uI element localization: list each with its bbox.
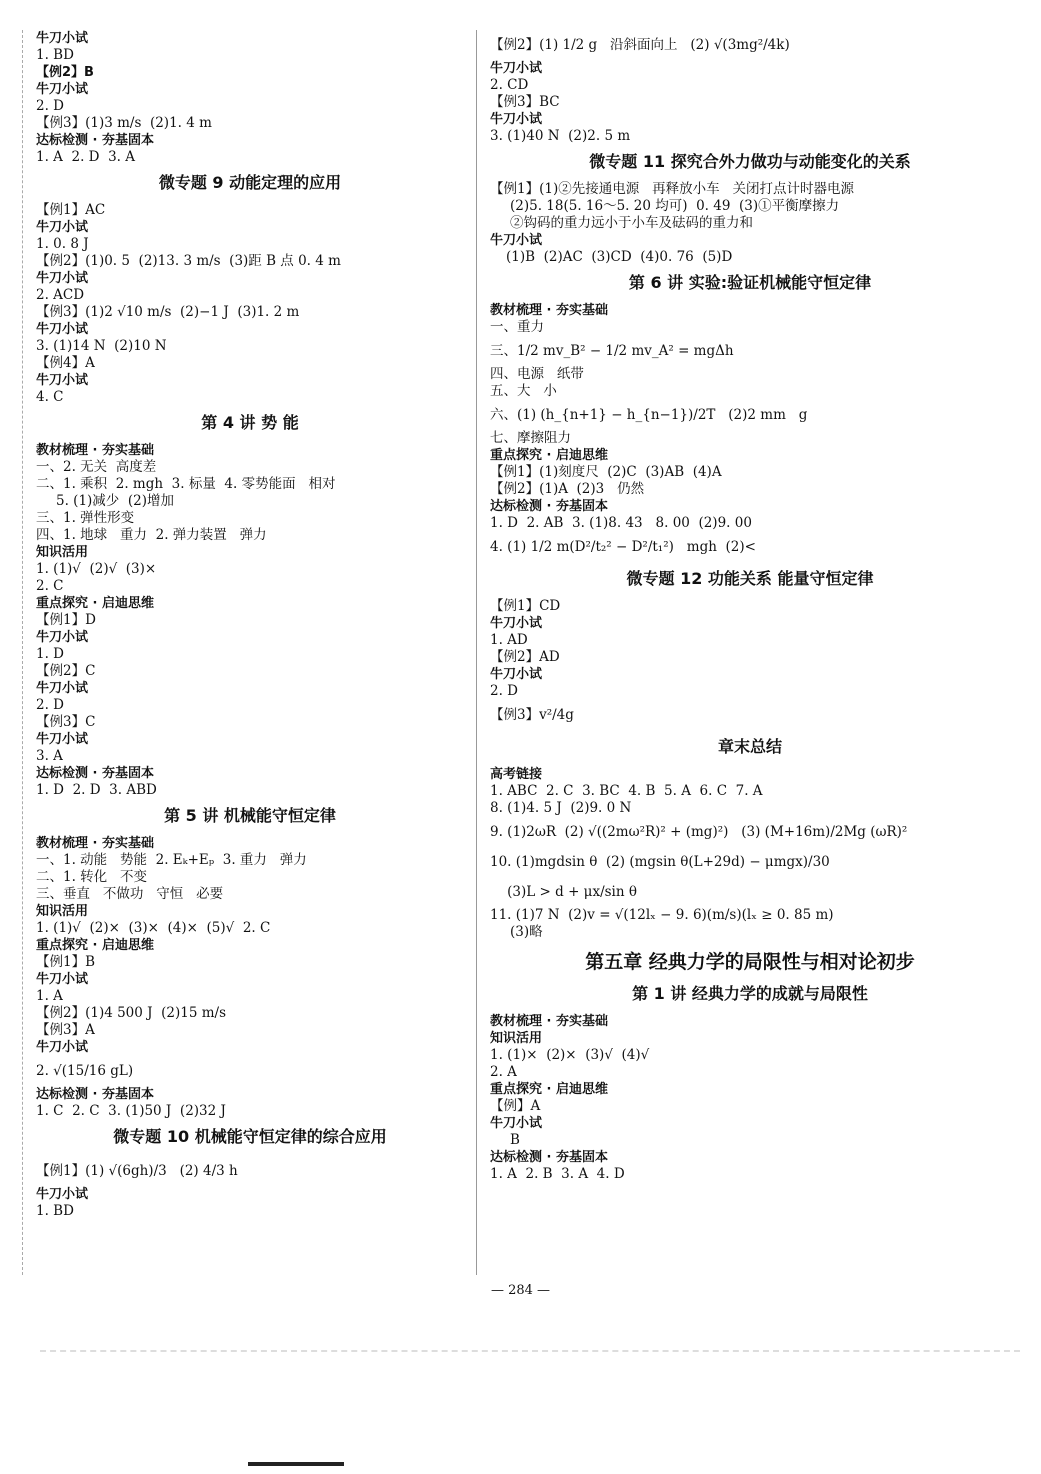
subsection-label: 牛刀小试 — [36, 630, 89, 645]
subsection-label: 牛刀小试 — [36, 373, 89, 388]
section-title: 第 4 讲 势 能 — [201, 413, 299, 432]
answer-line: 七、摩擦阻力 — [490, 430, 571, 446]
answer-line: 3. (1)40 N (2)2. 5 m — [490, 128, 631, 144]
scan-artifact-bar — [248, 1462, 344, 1466]
page-number: — 284 — — [490, 1283, 551, 1298]
subsection-label: 达标检测 · 夯基固本 — [490, 1150, 608, 1165]
subsection-label: 达标检测 · 夯基固本 — [36, 133, 154, 148]
subsection-label: 牛刀小试 — [490, 667, 543, 682]
subsection-label: 知识活用 — [36, 545, 89, 560]
answer-line: 1. BD — [36, 47, 74, 63]
answer-line: 【例4】A — [36, 355, 95, 371]
chapter-title: 第五章 经典力学的局限性与相对论初步 — [585, 951, 915, 973]
subsection-label: 牛刀小试 — [36, 1187, 89, 1202]
answer-line: 1. A — [36, 988, 63, 1004]
answer-line: 【例2】(1)A (2)3 仍然 — [490, 481, 645, 497]
subsection-label: 牛刀小试 — [36, 82, 89, 97]
column-divider — [476, 30, 477, 1275]
section-title: 微专题 9 动能定理的应用 — [158, 173, 342, 192]
answer-line: 一、1. 动能 势能 2. Eₖ+Eₚ 3. 重力 弹力 — [36, 852, 307, 868]
answer-line: 1. AD — [490, 632, 528, 648]
answer-line: 三、垂直 不做功 守恒 必要 — [36, 886, 224, 902]
left-column — [36, 30, 464, 1220]
answer-line: B — [510, 1132, 520, 1148]
answer-line: 【例1】AC — [36, 202, 106, 218]
subsection-label: 【例2】B — [36, 65, 94, 80]
answer-line: 1. (1)√ (2)√ (3)× — [36, 561, 157, 577]
answer-line: 【例3】(1)3 m/s (2)1. 4 m — [36, 115, 212, 131]
subsection-label: 达标检测 · 夯基固本 — [36, 1087, 154, 1102]
subsection-label: 重点探究 · 启迪思维 — [36, 938, 154, 953]
answer-line: 2. A — [490, 1064, 517, 1080]
section-title: 第 1 讲 经典力学的成就与局限性 — [632, 984, 868, 1003]
section-title: 微专题 11 探究合外力做功与动能变化的关系 — [589, 152, 911, 171]
answer-line: 1. D — [36, 646, 64, 662]
subsection-label: 牛刀小试 — [36, 220, 89, 235]
left-margin-rule — [22, 30, 23, 1275]
subsection-label: 牛刀小试 — [36, 972, 89, 987]
subsection-label: 高考链接 — [490, 767, 543, 782]
subsection-label: 教材梳理 · 夯实基础 — [36, 836, 154, 851]
answer-line: 一、重力 — [490, 319, 544, 335]
answer-line: 9. (1)2ωR (2) √((2mω²R)² + (mg)²) (3) (M+16m)/2Mg (ωR)² — [490, 824, 908, 840]
answer-line: 5. (1)减少 (2)增加 — [56, 493, 174, 509]
answer-line: 1. D 2. D 3. ABD — [36, 782, 157, 798]
section-title: 章末总结 — [717, 737, 782, 756]
answer-line: 2. CD — [490, 77, 529, 93]
answer-line: 【例1】CD — [490, 598, 561, 614]
subsection-label: 重点探究 · 启迪思维 — [490, 448, 608, 463]
subsection-label: 知识活用 — [36, 904, 89, 919]
answer-line: 【例2】AD — [490, 649, 560, 665]
answer-line: 【例2】(1)0. 5 (2)13. 3 m/s (3)距 B 点 0. 4 m — [36, 253, 341, 269]
subsection-label: 牛刀小试 — [36, 681, 89, 696]
answer-line: 【例1】(1)刻度尺 (2)C (3)AB (4)A — [490, 464, 722, 480]
subsection-label: 牛刀小试 — [490, 61, 543, 76]
answer-line: 2. √(15/16 gL) — [36, 1063, 134, 1079]
answer-line: 【例2】C — [36, 663, 96, 679]
subsection-label: 牛刀小试 — [36, 31, 89, 46]
subsection-label: 教材梳理 · 夯实基础 — [490, 303, 608, 318]
subsection-label: 教材梳理 · 夯实基础 — [36, 443, 154, 458]
answer-line: ②钩码的重力远小于小车及砝码的重力和 — [510, 215, 753, 231]
section-title: 第 5 讲 机械能守恒定律 — [164, 806, 336, 825]
answer-line: 2. D — [36, 697, 64, 713]
answer-line: 【例3】C — [36, 714, 96, 730]
answer-line: 2. D — [36, 98, 64, 114]
answer-line: 三、1. 弹性形变 — [36, 510, 135, 526]
answer-line: 四、电源 纸带 — [490, 366, 584, 382]
answer-line: (3)略 — [510, 924, 543, 940]
answer-line: 【例2】(1)4 500 J (2)15 m/s — [36, 1005, 227, 1021]
subsection-label: 牛刀小试 — [36, 322, 89, 337]
answer-line: 3. (1)14 N (2)10 N — [36, 338, 167, 354]
subsection-label: 达标检测 · 夯基固本 — [490, 499, 608, 514]
answer-line: 【例1】B — [36, 954, 96, 970]
answer-line: (2)5. 18(5. 16～5. 20 均可) 0. 49 (3)①平衡摩擦力 — [510, 198, 840, 214]
answer-line: (1)B (2)AC (3)CD (4)0. 76 (5)D — [506, 249, 733, 265]
answer-line: 二、1. 转化 不变 — [36, 869, 148, 885]
section-title: 第 6 讲 实验:验证机械能守恒定律 — [628, 273, 872, 292]
answer-line: 【例3】BC — [490, 94, 560, 110]
subsection-label: 牛刀小试 — [490, 616, 543, 631]
subsection-label: 牛刀小试 — [490, 112, 543, 127]
answer-line: 1. 0. 8 J — [36, 236, 89, 252]
answer-line: 3. A — [36, 748, 63, 764]
answer-line: 【例1】D — [36, 612, 96, 628]
subsection-label: 达标检测 · 夯基固本 — [36, 766, 154, 781]
subsection-label: 牛刀小试 — [490, 233, 543, 248]
answer-line: 【例】A — [490, 1098, 541, 1114]
answer-line: 【例3】(1)2 √10 m/s (2)−1 J (3)1. 2 m — [36, 304, 300, 320]
answer-line: 1. A 2. D 3. A — [36, 149, 136, 165]
subsection-label: 牛刀小试 — [490, 1116, 543, 1131]
answer-line: 【例3】A — [36, 1022, 95, 1038]
answer-line: 8. (1)4. 5 J (2)9. 0 N — [490, 800, 632, 816]
subsection-label: 重点探究 · 启迪思维 — [490, 1082, 608, 1097]
answer-line: 三、1/2 mv_B² − 1/2 mv_A² = mgΔh — [490, 343, 734, 359]
answer-line: 1. D 2. AB 3. (1)8. 43 8. 00 (2)9. 00 — [490, 515, 752, 531]
subsection-label: 重点探究 · 启迪思维 — [36, 596, 154, 611]
answer-line: 1. (1)√ (2)× (3)× (4)× (5)√ 2. C — [36, 920, 271, 936]
answer-line: 1. A 2. B 3. A 4. D — [490, 1166, 625, 1182]
answer-line: 1. C 2. C 3. (1)50 J (2)32 J — [36, 1103, 226, 1119]
answer-line: 2. D — [490, 683, 518, 699]
scan-artifact-dashes — [40, 1350, 1020, 1352]
answer-line: 【例2】(1) 1/2 g 沿斜面向上 (2) √(3mg²/4k) — [490, 37, 790, 53]
answer-line: 2. ACD — [36, 287, 85, 303]
answer-line: 四、1. 地球 重力 2. 弹力装置 弹力 — [36, 527, 267, 543]
answer-line: 1. ABC 2. C 3. BC 4. B 5. A 6. C 7. A — [490, 783, 763, 799]
answer-line: 【例1】(1) √(6gh)/3 (2) 4/3 h — [36, 1163, 238, 1179]
answer-line: 4. C — [36, 389, 64, 405]
answer-line: (3)L > d + μx/sin θ — [490, 884, 637, 900]
answer-line: 1. (1)× (2)× (3)√ (4)√ — [490, 1047, 650, 1063]
answer-line: 一、2. 无关 高度差 — [36, 459, 157, 475]
answer-line: 二、1. 乘积 2. mgh 3. 标量 4. 零势能面 相对 — [36, 476, 336, 492]
answer-line: 11. (1)7 N (2)v = √(12lₓ − 9. 6)(m/s)(lₓ ≥ 0. 85 m) — [490, 907, 834, 923]
subsection-label: 牛刀小试 — [36, 271, 89, 286]
section-title: 微专题 10 机械能守恒定律的综合应用 — [113, 1127, 387, 1146]
answer-line: 4. (1) 1/2 m(D²/t₂² − D²/t₁²) mgh (2)< — [490, 539, 756, 555]
section-title: 微专题 12 功能关系 能量守恒定律 — [626, 569, 874, 588]
subsection-label: 牛刀小试 — [36, 732, 89, 747]
answer-line: 【例3】v²/4g — [490, 707, 574, 723]
subsection-label: 知识活用 — [490, 1031, 543, 1046]
right-column — [490, 30, 1010, 1183]
answer-line: 2. C — [36, 578, 64, 594]
answer-line: 六、(1) (h_{n+1} − h_{n−1})/2T (2)2 mm g — [490, 407, 808, 423]
answer-line: 10. (1)mgdsin θ (2) (mgsin θ(L+29d) − μmgx)/30 — [490, 854, 830, 870]
subsection-label: 教材梳理 · 夯实基础 — [490, 1014, 608, 1029]
answer-line: 五、大 小 — [490, 383, 557, 399]
answer-line: 1. BD — [36, 1203, 74, 1219]
answer-line: 【例1】(1)②先接通电源 再释放小车 关闭打点计时器电源 — [490, 181, 854, 197]
subsection-label: 牛刀小试 — [36, 1040, 89, 1055]
